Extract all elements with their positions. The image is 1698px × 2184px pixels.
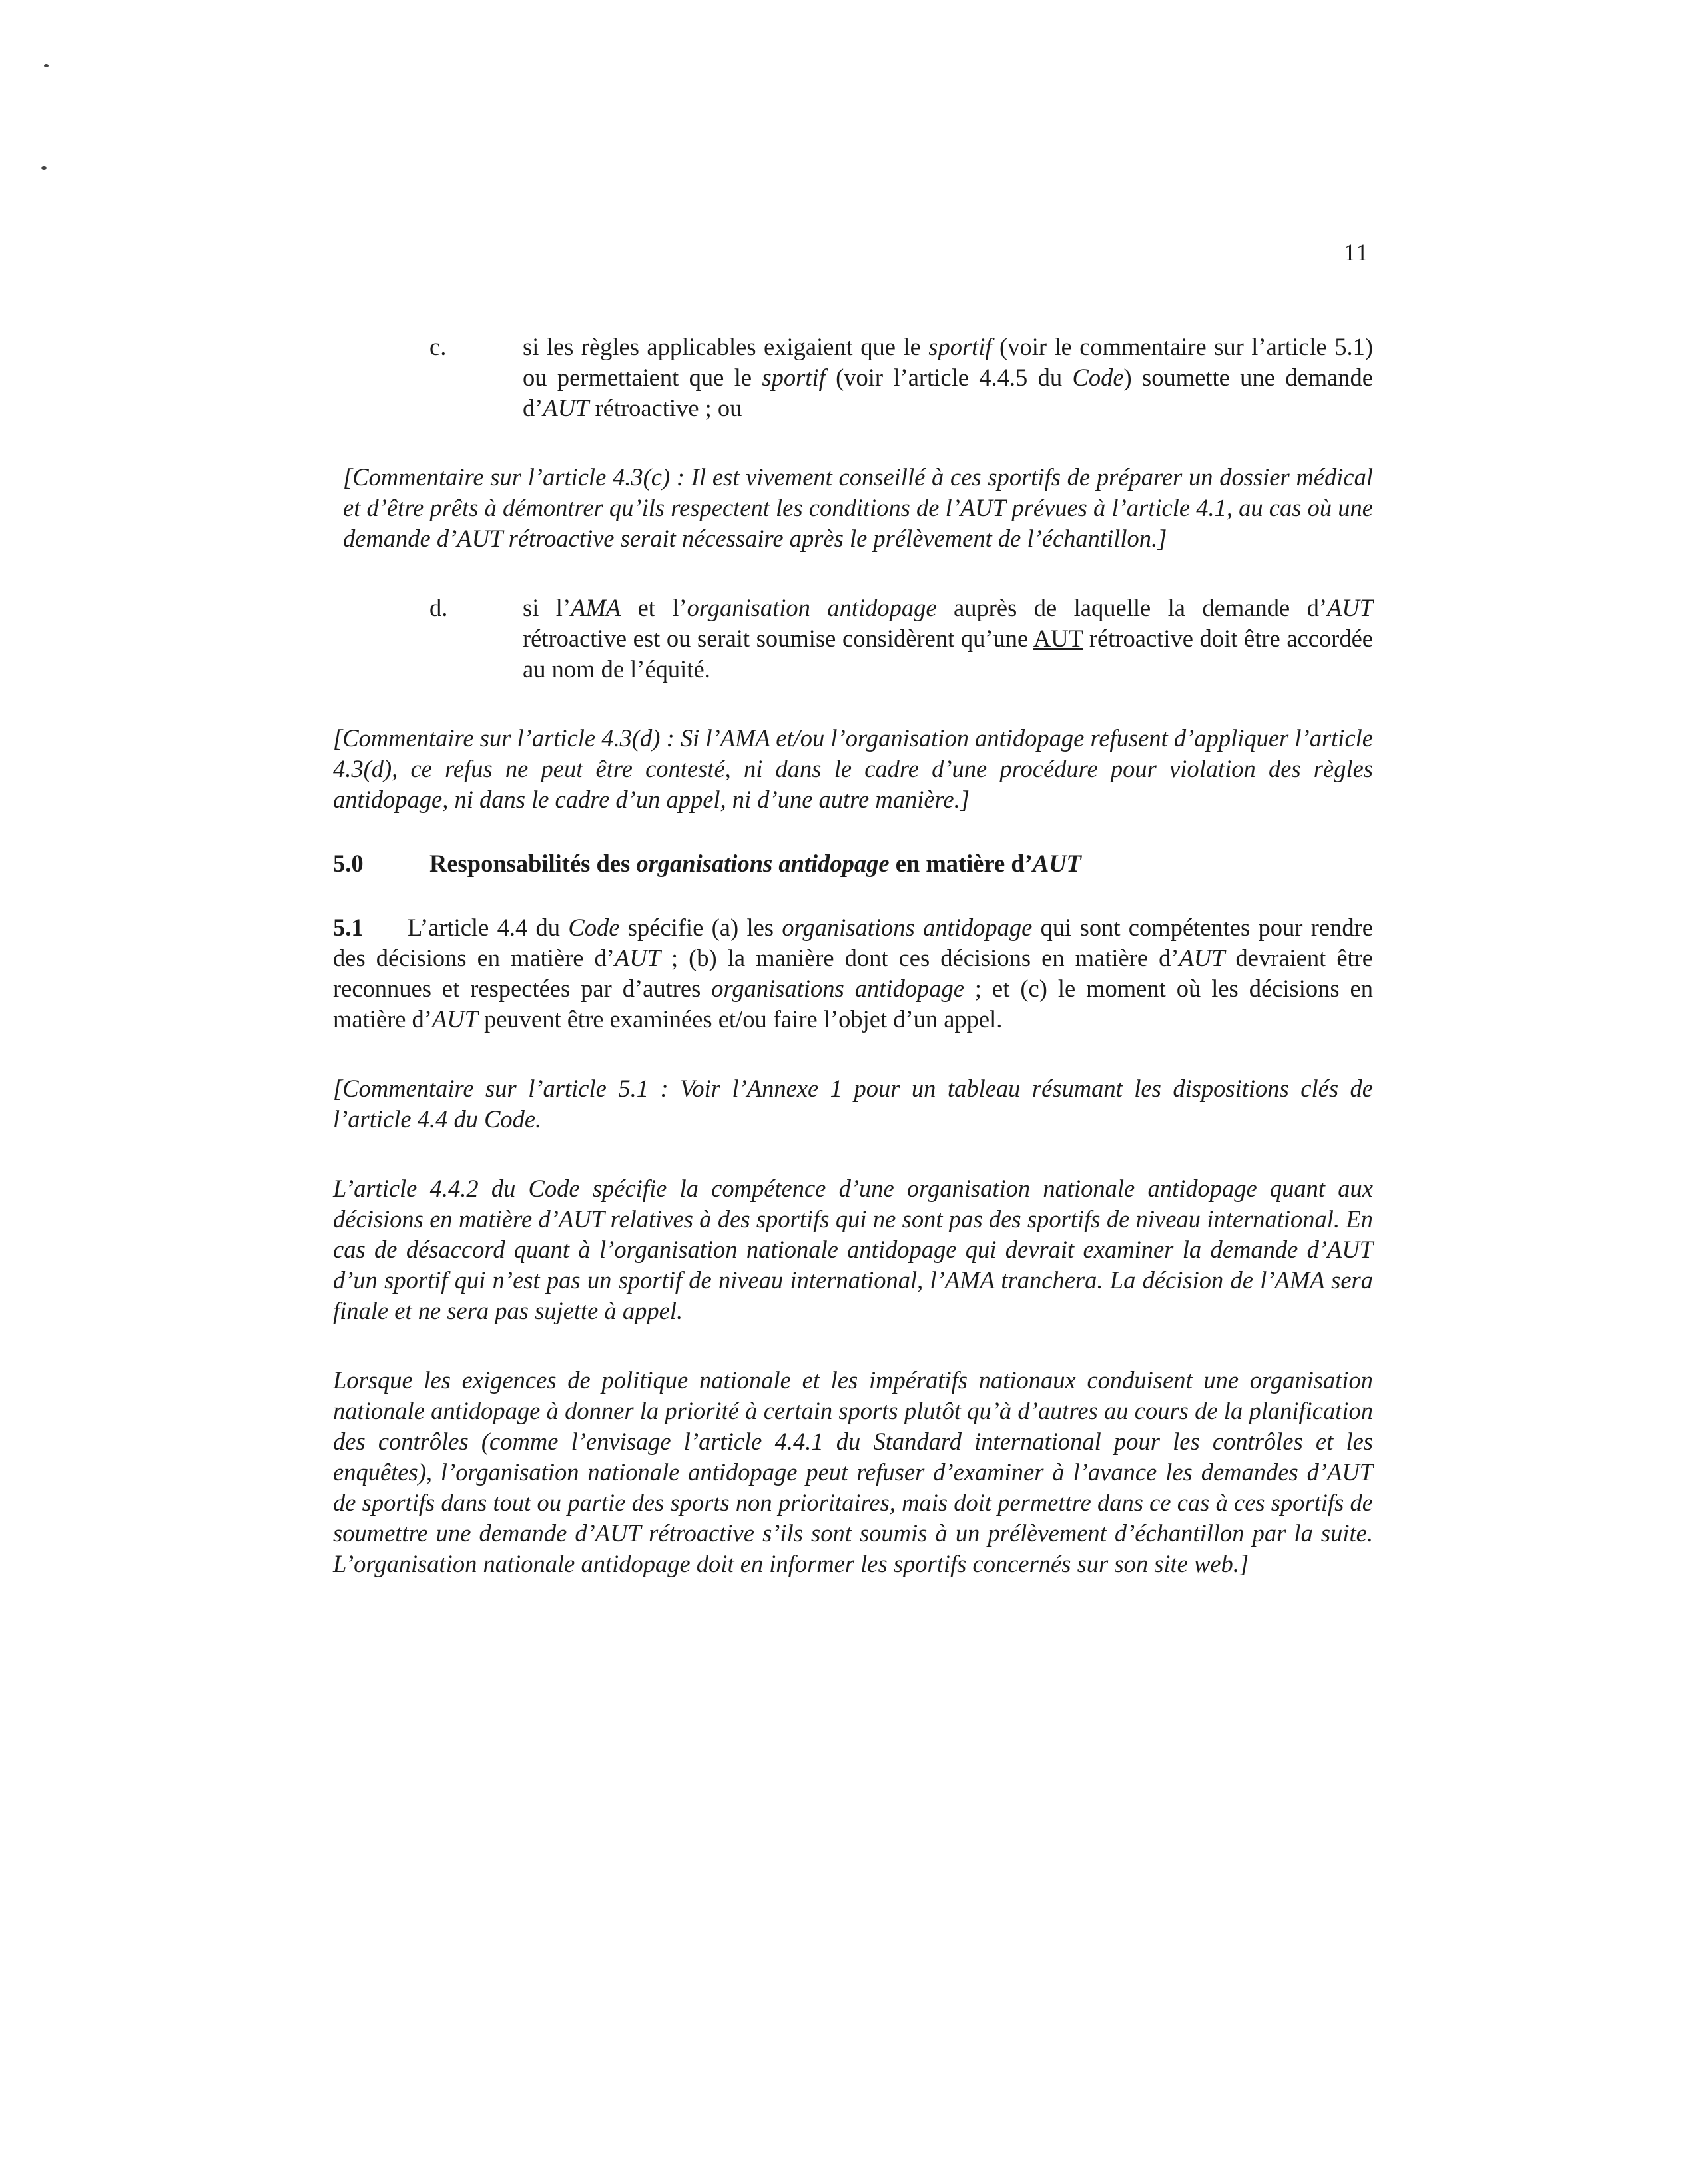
list-item-c	[429, 332, 1373, 423]
section-heading-5-0	[333, 848, 1373, 879]
section-5-1: 5.1 L’article 4.4 du Code spécifie (a) les organisations antidopage qui sont compétentes pour rendre des décisions en matière d’AUT ; (b) la manière dont ces décisions en matière d’AUT devraient être reconnues et respectées par d’autres organisations antidopage ; et (c) le moment où les décisions en matière d’AUT peuvent être examinées et/ou faire l’objet d’un appel.	[333, 914, 1374, 1033]
section-title: Responsabilités des organisations antidopage en matière d’AUT	[429, 850, 1081, 877]
list-item-label: d.	[429, 594, 448, 621]
commentary-4-3-c: [Commentaire sur l’article 4.3(c) : Il est vivement conseillé à ces sportifs de préparer un dossier médical et d’être prêts à démontrer qu’ils respectent les conditions de l’AUT prévues à l’article 4.1, au cas où une demande d’AUT rétroactive serait nécessaire après le prélèvement de l’échantillon.]	[343, 463, 1373, 552]
list-item-text: si les règles applicables exigaient que le sportif (voir le commentaire sur l’article 5.1) ou permettaient que le sportif (voir l’article 4.4.5 du Code) soumette une demande d’AUT rétroactive ; ou	[523, 333, 1373, 421]
list-item-text: si l’AMA et l’organisation antidopage auprès de laquelle la demande d’AUT rétroactive est ou serait soumise considèrent qu’une AUT rétroactive doit être accordée au nom de l’équité.	[523, 594, 1373, 682]
scan-speck	[44, 64, 49, 67]
list-item-d	[429, 593, 1373, 684]
list-item-label: c.	[429, 333, 447, 360]
scan-speck	[41, 166, 47, 170]
commentary-4-3-d: [Commentaire sur l’article 4.3(d) : Si l’AMA et/ou l’organisation antidopage refusent d’appliquer l’article 4.3(d), ce refus ne peut être contesté, ni dans le cadre d’une procédure pour violation des règles antidopage, ni dans le cadre d’un appel, ni d’une autre manière.]	[333, 724, 1373, 813]
commentary-5-1: [Commentaire sur l’article 5.1 : Voir l’Annexe 1 pour un tableau résumant les dispositions clés de l’article 4.4 du Code.	[333, 1075, 1373, 1133]
commentary-5-1-paragraph-3: Lorsque les exigences de politique nationale et les impératifs nationaux conduisent une organisation nationale antidopage à donner la priorité à certain sports plutôt qu’à d’autres au cours de la planification des contrôles (comme l’envisage l’article 4.4.1 du Standard international pour les contrôles et les enquêtes), l’organisation nationale antidopage peut refuser d’examiner à l’avance les demandes d’AUT de sportifs dans tout ou partie des sports non prioritaires, mais doit permettre dans ce cas à ces sportifs de soumettre une demande d’AUT rétroactive s’ils sont soumis à un prélèvement d’échantillon par la suite. L’organisation nationale antidopage doit en informer les sportifs concernés sur son site web.]	[333, 1366, 1373, 1577]
document-body	[333, 332, 1373, 1579]
section-number: 5.1	[333, 914, 364, 941]
page-number: 11	[1344, 239, 1370, 266]
section-number: 5.0	[333, 850, 364, 877]
commentary-5-1-paragraph-2: L’article 4.4.2 du Code spécifie la compétence d’une organisation nationale antidopage quant aux décisions en matière d’AUT relatives à des sportifs qui ne sont pas des sportifs de niveau international. En cas de désaccord quant à l’organisation nationale antidopage qui devrait examiner la demande d’AUT d’un sportif qui n’est pas un sportif de niveau international, l’AMA tranchera. La décision de l’AMA sera finale et ne sera pas sujette à appel.	[333, 1175, 1373, 1324]
